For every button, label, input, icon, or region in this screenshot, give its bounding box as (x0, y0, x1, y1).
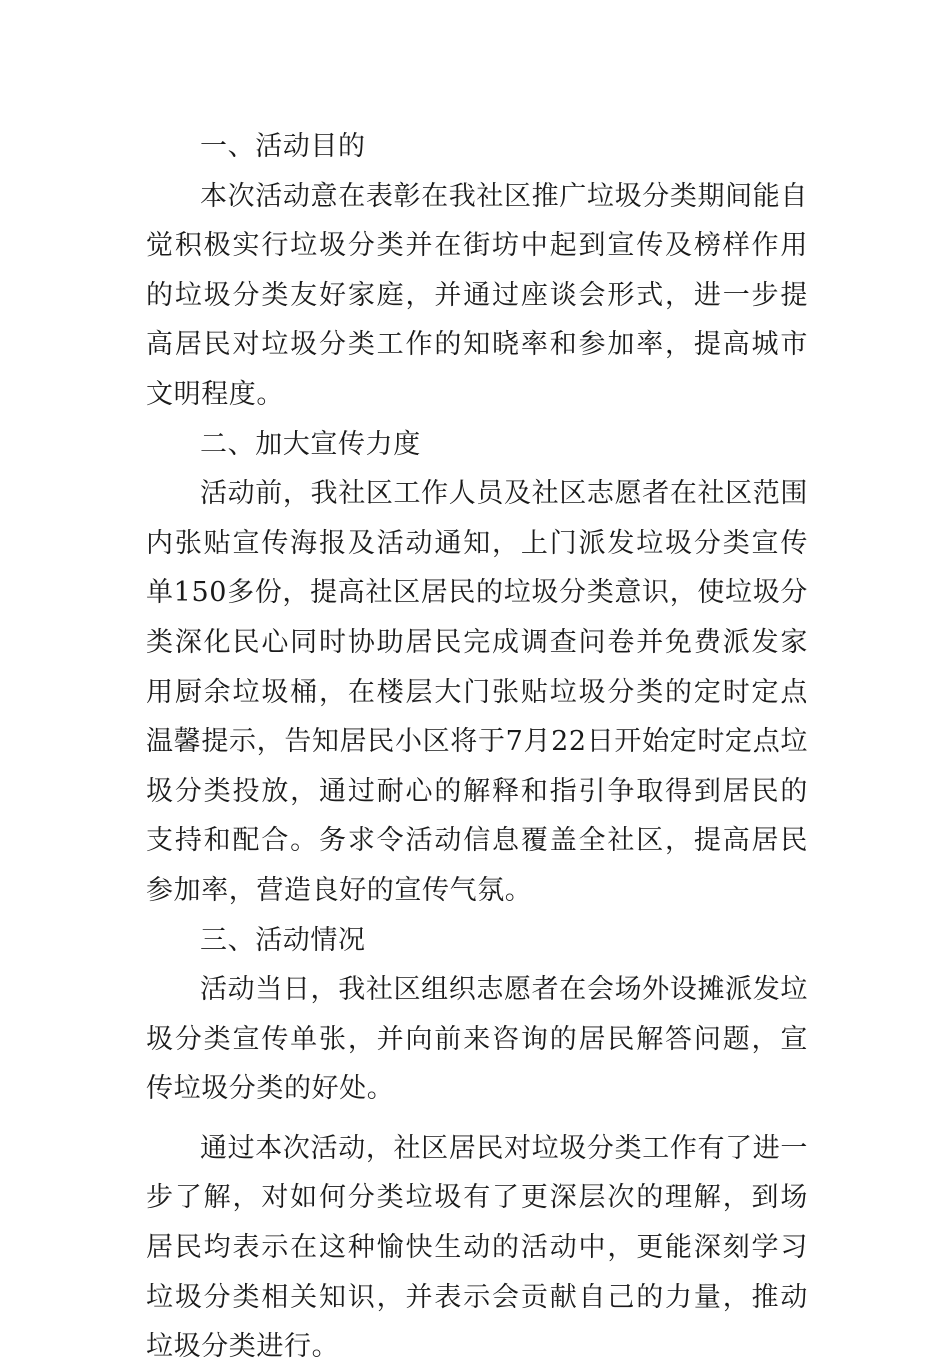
section-purpose (146, 122, 808, 420)
section-heading: 三、活动情况 (200, 924, 366, 956)
paragraph: 本次活动意在表彰在我社区推广垃圾分类期间能自觉积极实行垃圾分类并在街坊中起到宣传及榜样作用的垃圾分类友好家庭，并通过座谈会形式，进一步提高居民对垃圾分类工作的知晓率和参加率，提高城市文明程度。 (146, 180, 808, 410)
section-heading: 二、加大宣传力度 (200, 428, 421, 460)
paragraph: 通过本次活动，社区居民对垃圾分类工作有了进一步了解，对如何分类垃圾有了更深层次的理解，到场居民均表示在这种愉快生动的活动中，更能深刻学习垃圾分类相关知识，并表示会贡献自己的力量，推动垃圾分类进行。 (146, 1132, 808, 1363)
section-publicity (146, 420, 808, 916)
document-body (146, 122, 808, 1372)
section-activity (146, 916, 808, 1372)
section-heading: 一、活动目的 (200, 131, 366, 162)
paragraph: 活动当日，我社区组织志愿者在会场外设摊派发垃圾分类宣传单张，并向前来咨询的居民解答问题，宣传垃圾分类的好处。 (146, 974, 808, 1105)
paragraph: 活动前，我社区工作人员及社区志愿者在社区范围内张贴宣传海报及活动通知，上门派发垃圾分类宣传单150多份，提高社区居民的垃圾分类意识，使垃圾分类深化民心同时协助居民完成调查问卷并免费派发家用厨余垃圾桶，在楼层大门张贴垃圾分类的定时定点温馨提示，告知居民小区将于7月22日开始定时定点垃圾分类投放，通过耐心的解释和指引争取得到居民的支持和配合。务求令活动信息覆盖全社区，提高居民参加率，营造良好的宣传气氛。 (146, 478, 808, 906)
